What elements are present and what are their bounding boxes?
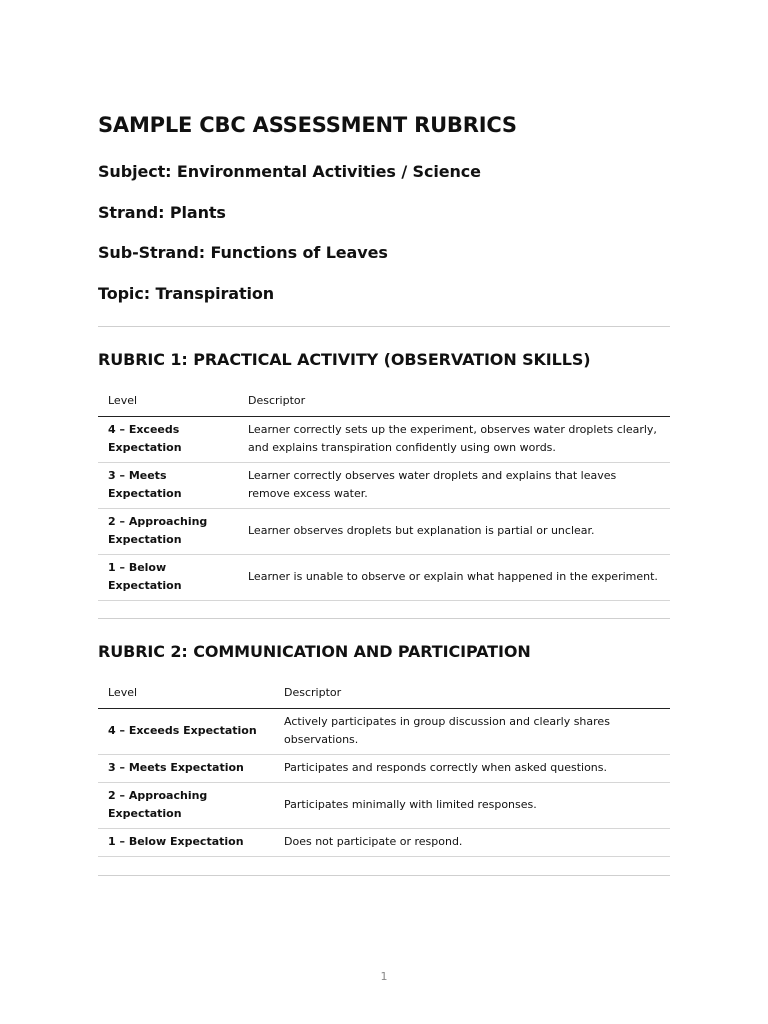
descriptor-cell: Learner observes droplets but explanation is partial or unclear.: [238, 508, 670, 554]
table-row: [98, 462, 670, 508]
table-row: [98, 782, 670, 828]
column-header-level: Level: [98, 386, 238, 416]
table-row: [98, 554, 670, 600]
table-row: [98, 708, 670, 754]
table-row: [98, 828, 670, 856]
level-cell: 2 – Approaching Expectation: [98, 782, 274, 828]
descriptor-cell: Participates and responds correctly when asked questions.: [274, 754, 670, 782]
column-header-level: Level: [98, 678, 274, 708]
descriptor-cell: Does not participate or respond.: [274, 828, 670, 856]
sub-strand-line: Sub-Strand: Functions of Leaves: [98, 243, 388, 262]
table-row: [98, 508, 670, 554]
level-cell: 3 – Meets Expectation: [98, 462, 238, 508]
level-cell: 4 – Exceeds Expectation: [98, 416, 238, 462]
descriptor-cell: Learner correctly sets up the experiment, observes water droplets clearly, and explains transpiration confidently using own words.: [238, 416, 670, 462]
rubric2-heading: RUBRIC 2: COMMUNICATION AND PARTICIPATION: [98, 642, 531, 661]
section-divider: [98, 875, 670, 876]
descriptor-cell: Learner is unable to observe or explain what happened in the experiment.: [238, 554, 670, 600]
topic-line: Topic: Transpiration: [98, 284, 275, 303]
table-header-row: [98, 678, 670, 708]
table-header-row: [98, 386, 670, 416]
table-row: [98, 416, 670, 462]
descriptor-cell: Participates minimally with limited responses.: [274, 782, 670, 828]
level-cell: 3 – Meets Expectation: [98, 754, 274, 782]
table-row: [98, 754, 670, 782]
subject-line: Subject: Environmental Activities / Science: [98, 162, 481, 181]
document-title: SAMPLE CBC ASSESSMENT RUBRICS: [98, 113, 517, 137]
level-cell: 2 – Approaching Expectation: [98, 508, 238, 554]
level-cell: 1 – Below Expectation: [98, 554, 238, 600]
descriptor-cell: Learner correctly observes water droplets and explains that leaves remove excess water.: [238, 462, 670, 508]
level-cell: 4 – Exceeds Expectation: [98, 708, 274, 754]
descriptor-cell: Actively participates in group discussion and clearly shares observations.: [274, 708, 670, 754]
rubric2-table: [98, 678, 670, 857]
column-header-descriptor: Descriptor: [238, 386, 670, 416]
page-number: 1: [380, 970, 388, 983]
level-cell: 1 – Below Expectation: [98, 828, 274, 856]
section-divider: [98, 326, 670, 327]
strand-line: Strand: Plants: [98, 203, 226, 222]
rubric1-heading: RUBRIC 1: PRACTICAL ACTIVITY (OBSERVATION SKILLS): [98, 350, 591, 369]
column-header-descriptor: Descriptor: [274, 678, 670, 708]
section-divider: [98, 618, 670, 619]
rubric1-table: [98, 386, 670, 601]
